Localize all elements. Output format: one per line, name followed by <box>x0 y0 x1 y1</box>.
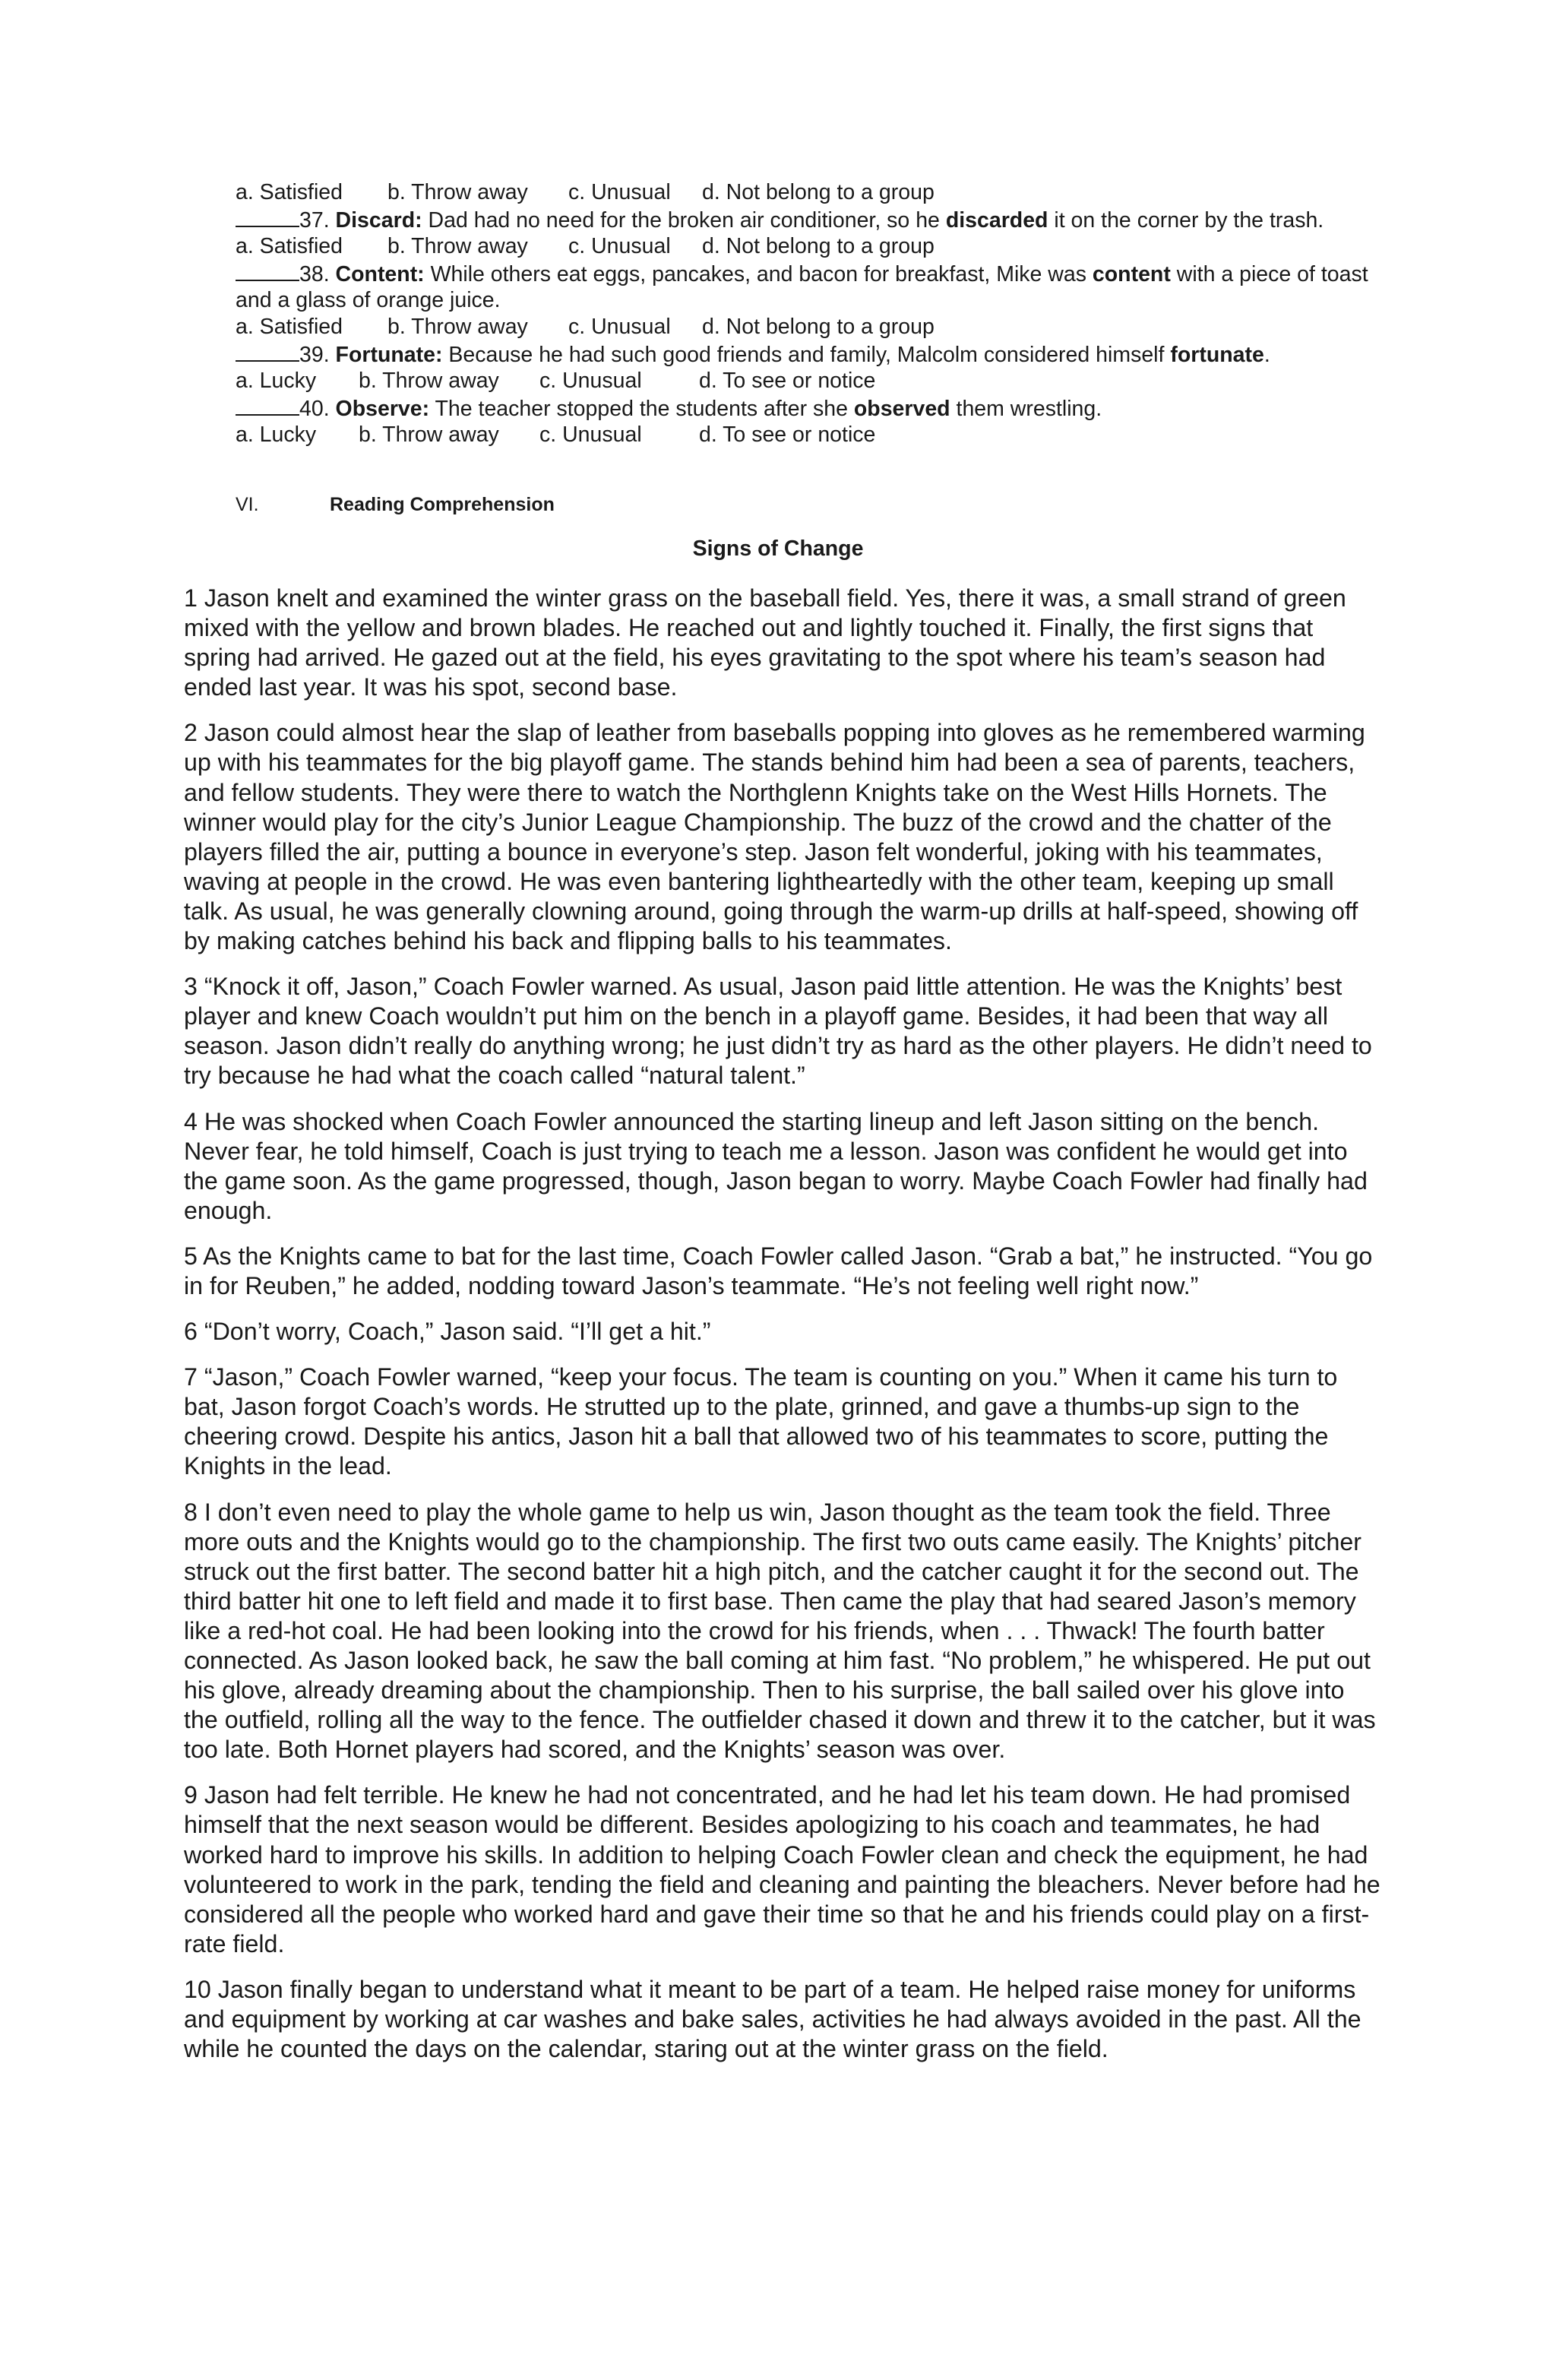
option-c: c. Unusual <box>568 234 671 259</box>
story-paragraph: 4 He was shocked when Coach Fowler announced the starting lineup and left Jason sitting on the bench. Never fear, he told himself, Coach is just trying to teach me a lesson. Jason was confident he would get into the game soon. As the game progressed, though, Jason began to worry. Maybe Coach Fowler had finally had enough. <box>184 1107 1368 1224</box>
option-a: a. Lucky <box>236 369 317 394</box>
answer-blank[interactable] <box>236 206 299 227</box>
story-paragraph: 5 As the Knights came to bat for the last time, Coach Fowler called Jason. “Grab a bat,” he instructed. “You go in for Reuben,” he added, nodding toward Jason’s teammate. “He’s not feeling well right now.” <box>184 1242 1373 1299</box>
option-c: c. Unusual <box>568 180 671 204</box>
question-37 <box>236 206 1375 234</box>
sentence-part: with a piece of toast and a glass of orange juice. <box>236 261 1368 313</box>
question-number: 39. <box>299 342 330 367</box>
story-paragraph: 8 I don’t even need to play the whole game to help us win, Jason thought as the team took the field. Three more outs and the Knights would go to the championship. The first two outs came easily. The Knights’ pitcher struck out the first batter. The second batter hit a high pitch, and the catcher caught it for the second out. The third batter hit one to left field and made it to first base. Then came the play that had seared Jason’s memory like a red-hot coal. He had been looking into the crowd for his friends, when . . . Thwack! The fourth batter connected. As Jason looked back, he saw the ball coming at him fast. “No problem,” he whispered. He put out his glove, already dreaming about the championship. Then to his surprise, the ball sailed over his glove into the outfield, rolling all the way to the fence. The outfielder chased it down and threw it to the catcher, but it was too late. Both Hornet players had scored, and the Knights’ season was over. <box>184 1498 1376 1764</box>
option-b: b. Throw away <box>387 234 528 259</box>
option-c: c. Unusual <box>568 314 671 339</box>
question-number: 38. <box>299 261 330 286</box>
story-paragraph: 1 Jason knelt and examined the winter grass on the baseball field. Yes, there it was, a small strand of green mixed with the yellow and brown blades. He reached out and lightly touched it. Finally, the first signs that spring had arrived. He gazed out at the field, his eyes gravitating to the spot where his team’s season had ended last year. It was his spot, second base. <box>184 584 1346 701</box>
option-b: b. Throw away <box>359 369 499 394</box>
question-number: 40. <box>299 396 330 421</box>
q36-options <box>236 179 1375 206</box>
question-39 <box>236 340 1375 369</box>
story-paragraph: 2 Jason could almost hear the slap of leather from baseballs popping into gloves as he remembered warming up with his teammates for the big playoff game. The stands behind him had been a sea of parents, teachers, and fellow students. They were there to watch the Northglenn Knights take on the West Hills Hornets. The winner would play for the city’s Junior League Championship. The buzz of the crowd and the chatter of the players filled the air, putting a bounce in everyone’s step. Jason felt wonderful, joking with his teammates, waving at people in the crowd. He was even bantering lightheartedly with the other team, keeping up small talk. As usual, he was generally clowning around, going through the warm-up drills at half-speed, showing off by making catches behind his back and flipping balls to his teammates. <box>184 719 1365 955</box>
vocab-word-in-sentence: observed <box>853 396 950 421</box>
sentence-part: Dad had no need for the broken air conditioner, so he <box>422 207 946 233</box>
answer-blank[interactable] <box>236 394 299 416</box>
story-paragraph: 3 “Knock it off, Jason,” Coach Fowler warned. As usual, Jason paid little attention. He was the Knights’ best player and knew Coach wouldn’t put him on the bench in a playoff game. Besides, it had been that way all season. Jason didn’t really do anything wrong; he just didn’t try as hard as the other players. He didn’t need to try because he had what the coach called “natural talent.” <box>184 973 1372 1090</box>
question-40 <box>236 394 1375 423</box>
vocab-term: Fortunate: <box>335 342 443 367</box>
vocab-term: Observe: <box>335 396 430 421</box>
section-number: VI. <box>236 494 259 515</box>
q38-options <box>236 314 1375 340</box>
answer-blank[interactable] <box>236 260 299 281</box>
option-d: d. To see or notice <box>699 369 876 394</box>
section-heading <box>236 494 555 516</box>
option-a: a. Satisfied <box>236 234 343 259</box>
option-d: d. To see or notice <box>699 423 876 448</box>
option-c: c. Unusual <box>539 423 642 448</box>
vocab-term: Content: <box>335 261 425 286</box>
vocab-term: Discard: <box>335 207 422 233</box>
story-paragraph: 7 “Jason,” Coach Fowler warned, “keep your focus. The team is counting on you.” When it came his turn to bat, Jason forgot Coach’s words. He strutted up to the plate, grinned, and gave a thumbs-up sign to the cheering crowd. Despite his antics, Jason hit a ball that allowed two of his teammates to score, putting the Knights in the lead. <box>184 1363 1338 1480</box>
story-paragraph: 10 Jason finally began to understand what it meant to be part of a team. He helped raise money for uniforms and equipment by working at car washes and bake sales, activities he had always avoided in the past. All the while he counted the days on the calendar, staring out at the winter grass on the field. <box>184 1975 1362 2063</box>
sentence-part: them wrestling. <box>950 396 1102 421</box>
option-b: b. Throw away <box>359 423 499 448</box>
sentence-part: Because he had such good friends and family, Malcolm considered himself <box>442 342 1171 367</box>
section-name: Reading Comprehension <box>330 494 555 515</box>
sentence-part: it on the corner by the trash. <box>1048 207 1324 233</box>
sentence-part: While others eat eggs, pancakes, and bacon for breakfast, Mike was <box>424 261 1093 286</box>
story-title: Signs of Change <box>692 536 864 561</box>
option-a: a. Satisfied <box>236 180 343 204</box>
q37-options <box>236 233 1375 260</box>
option-d: d. Not belong to a group <box>702 234 935 259</box>
option-c: c. Unusual <box>539 369 642 394</box>
vocabulary-questions <box>236 179 1375 448</box>
sentence-part: . <box>1263 342 1270 367</box>
option-a: a. Lucky <box>236 423 317 448</box>
option-d: d. Not belong to a group <box>702 314 935 339</box>
vocab-word-in-sentence: fortunate <box>1170 342 1264 367</box>
option-a: a. Satisfied <box>236 314 343 339</box>
story-paragraph: 9 Jason had felt terrible. He knew he had not concentrated, and he had let his team down. He had promised himself that the next season would be different. Besides apologizing to his coach and teammates, he had worked hard to improve his skills. In addition to helping Coach Fowler clean and check the equipment, he had volunteered to work in the park, tending the field and cleaning and painting the bleachers. Never before had he considered all the people who worked hard and gave their time so that he and his friends could play on a first-rate field. <box>184 1781 1380 1957</box>
story-body <box>184 584 1384 2080</box>
option-b: b. Throw away <box>387 180 528 204</box>
vocab-word-in-sentence: discarded <box>945 207 1048 233</box>
vocab-word-in-sentence: content <box>1092 261 1171 286</box>
q40-options <box>236 422 1375 448</box>
q39-options <box>236 368 1375 394</box>
option-b: b. Throw away <box>387 314 528 339</box>
sentence-part: The teacher stopped the students after she <box>429 396 854 421</box>
answer-blank[interactable] <box>236 340 299 362</box>
story-paragraph: 6 “Don’t worry, Coach,” Jason said. “I’ll get a hit.” <box>184 1318 711 1346</box>
question-38 <box>236 260 1375 314</box>
question-number: 37. <box>299 207 330 233</box>
option-d: d. Not belong to a group <box>702 180 935 204</box>
